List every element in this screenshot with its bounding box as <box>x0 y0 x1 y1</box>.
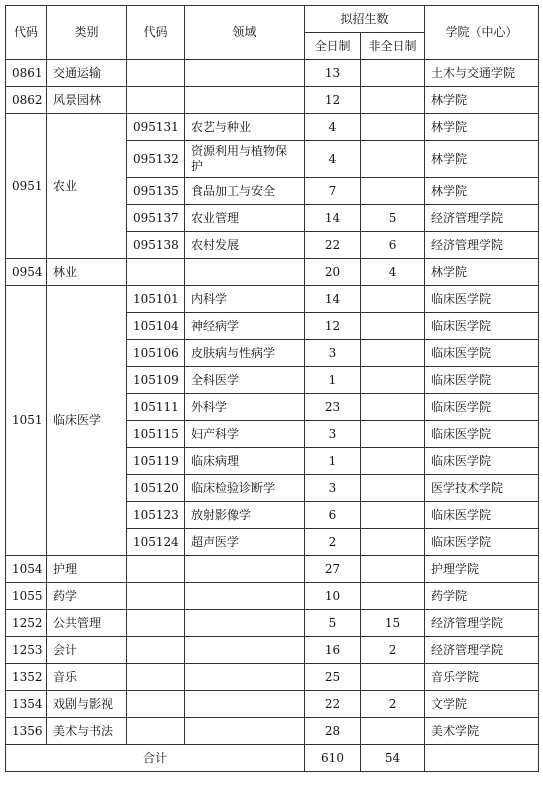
full-time-cell: 13 <box>305 60 361 87</box>
field-cell <box>185 583 305 610</box>
school-cell: 文学院 <box>425 691 539 718</box>
field-cell: 临床检验诊断学 <box>185 475 305 502</box>
field-cell: 内科学 <box>185 286 305 313</box>
school-cell: 临床医学院 <box>425 367 539 394</box>
school-cell: 护理学院 <box>425 556 539 583</box>
field-cell: 超声医学 <box>185 529 305 556</box>
table-row <box>6 60 539 87</box>
field-cell <box>185 718 305 745</box>
field-cell <box>185 556 305 583</box>
part-time-cell <box>361 556 425 583</box>
part-time-cell <box>361 141 425 178</box>
category-cell: 会计 <box>47 637 127 664</box>
category-cell: 音乐 <box>47 664 127 691</box>
code-cell: 1352 <box>6 664 47 691</box>
code-cell: 1055 <box>6 583 47 610</box>
sub-code-cell <box>127 610 185 637</box>
full-time-cell: 4 <box>305 141 361 178</box>
category-cell: 药学 <box>47 583 127 610</box>
sub-code-cell: 105111 <box>127 394 185 421</box>
field-cell <box>185 664 305 691</box>
field-cell <box>185 259 305 286</box>
field-cell: 资源利用与植物保护 <box>185 141 305 178</box>
full-time-cell: 22 <box>305 232 361 259</box>
school-cell: 临床医学院 <box>425 502 539 529</box>
code-cell: 1253 <box>6 637 47 664</box>
header-row <box>6 6 539 33</box>
field-cell: 放射影像学 <box>185 502 305 529</box>
field-cell: 临床病理 <box>185 448 305 475</box>
part-time-cell <box>361 475 425 502</box>
school-cell: 药学院 <box>425 583 539 610</box>
table-row <box>6 637 539 664</box>
header-full-time: 全日制 <box>305 33 361 60</box>
field-cell: 神经病学 <box>185 313 305 340</box>
header-part-time: 非全日制 <box>361 33 425 60</box>
full-time-cell: 3 <box>305 475 361 502</box>
part-time-cell: 15 <box>361 610 425 637</box>
header-field: 领域 <box>185 6 305 60</box>
sub-code-cell: 095137 <box>127 205 185 232</box>
full-time-cell: 12 <box>305 313 361 340</box>
code-cell: 0862 <box>6 87 47 114</box>
sub-code-cell <box>127 583 185 610</box>
code-cell: 0861 <box>6 60 47 87</box>
full-time-cell: 10 <box>305 583 361 610</box>
field-cell <box>185 691 305 718</box>
field-cell: 农村发展 <box>185 232 305 259</box>
sub-code-cell: 095131 <box>127 114 185 141</box>
category-cell: 临床医学 <box>47 286 127 556</box>
school-cell: 临床医学院 <box>425 286 539 313</box>
enrollment-table <box>5 5 539 772</box>
school-cell: 临床医学院 <box>425 448 539 475</box>
full-time-cell: 4 <box>305 114 361 141</box>
part-time-cell: 6 <box>361 232 425 259</box>
part-time-cell: 2 <box>361 691 425 718</box>
school-cell: 音乐学院 <box>425 664 539 691</box>
field-cell <box>185 637 305 664</box>
full-time-cell: 12 <box>305 87 361 114</box>
full-time-cell: 16 <box>305 637 361 664</box>
field-cell: 农艺与种业 <box>185 114 305 141</box>
full-time-cell: 28 <box>305 718 361 745</box>
full-time-cell: 5 <box>305 610 361 637</box>
field-cell: 皮肤病与性病学 <box>185 340 305 367</box>
sub-code-cell: 105106 <box>127 340 185 367</box>
code-cell: 0954 <box>6 259 47 286</box>
full-time-cell: 3 <box>305 340 361 367</box>
full-time-cell: 3 <box>305 421 361 448</box>
part-time-cell <box>361 583 425 610</box>
part-time-cell <box>361 178 425 205</box>
category-cell: 风景园林 <box>47 87 127 114</box>
sub-code-cell: 105120 <box>127 475 185 502</box>
full-time-cell: 14 <box>305 205 361 232</box>
school-cell: 临床医学院 <box>425 394 539 421</box>
sub-code-cell: 105101 <box>127 286 185 313</box>
code-cell: 1051 <box>6 286 47 556</box>
code-cell: 1054 <box>6 556 47 583</box>
full-time-cell: 1 <box>305 367 361 394</box>
code-cell: 1354 <box>6 691 47 718</box>
category-cell: 公共管理 <box>47 610 127 637</box>
header-sub-code: 代码 <box>127 6 185 60</box>
school-cell: 林学院 <box>425 259 539 286</box>
table-row <box>6 583 539 610</box>
sub-code-cell: 095132 <box>127 141 185 178</box>
category-cell: 戏剧与影视 <box>47 691 127 718</box>
table-row <box>6 114 539 141</box>
field-cell: 外科学 <box>185 394 305 421</box>
part-time-cell <box>361 529 425 556</box>
table-row <box>6 556 539 583</box>
field-cell: 农业管理 <box>185 205 305 232</box>
sub-code-cell: 095138 <box>127 232 185 259</box>
total-label: 合计 <box>6 745 305 772</box>
part-time-cell <box>361 664 425 691</box>
field-cell <box>185 87 305 114</box>
header-school: 学院（中心） <box>425 6 539 60</box>
full-time-cell: 22 <box>305 691 361 718</box>
field-cell: 全科医学 <box>185 367 305 394</box>
sub-code-cell <box>127 664 185 691</box>
total-school-cell <box>425 745 539 772</box>
sub-code-cell <box>127 556 185 583</box>
code-cell: 1356 <box>6 718 47 745</box>
full-time-cell: 7 <box>305 178 361 205</box>
total-row <box>6 745 539 772</box>
full-time-cell: 1 <box>305 448 361 475</box>
part-time-cell <box>361 340 425 367</box>
school-cell: 林学院 <box>425 178 539 205</box>
code-cell: 0951 <box>6 114 47 259</box>
header-planned: 拟招生数 <box>305 6 425 33</box>
part-time-cell <box>361 60 425 87</box>
school-cell: 临床医学院 <box>425 340 539 367</box>
sub-code-cell <box>127 637 185 664</box>
sub-code-cell <box>127 60 185 87</box>
sub-code-cell: 105109 <box>127 367 185 394</box>
sub-code-cell: 105115 <box>127 421 185 448</box>
part-time-cell <box>361 313 425 340</box>
table-row <box>6 286 539 313</box>
sub-code-cell <box>127 87 185 114</box>
sub-code-cell: 105123 <box>127 502 185 529</box>
full-time-cell: 25 <box>305 664 361 691</box>
header-code: 代码 <box>6 6 47 60</box>
table-row <box>6 259 539 286</box>
school-cell: 经济管理学院 <box>425 205 539 232</box>
school-cell: 林学院 <box>425 87 539 114</box>
full-time-cell: 20 <box>305 259 361 286</box>
total-part-time: 54 <box>361 745 425 772</box>
part-time-cell <box>361 286 425 313</box>
sub-code-cell: 105124 <box>127 529 185 556</box>
school-cell: 土木与交通学院 <box>425 60 539 87</box>
part-time-cell <box>361 502 425 529</box>
field-cell <box>185 610 305 637</box>
table-row <box>6 610 539 637</box>
full-time-cell: 23 <box>305 394 361 421</box>
field-cell <box>185 60 305 87</box>
sub-code-cell: 105104 <box>127 313 185 340</box>
school-cell: 经济管理学院 <box>425 637 539 664</box>
school-cell: 临床医学院 <box>425 421 539 448</box>
part-time-cell: 4 <box>361 259 425 286</box>
full-time-cell: 14 <box>305 286 361 313</box>
part-time-cell <box>361 718 425 745</box>
full-time-cell: 2 <box>305 529 361 556</box>
school-cell: 经济管理学院 <box>425 232 539 259</box>
part-time-cell <box>361 367 425 394</box>
sub-code-cell <box>127 259 185 286</box>
total-full-time: 610 <box>305 745 361 772</box>
school-cell: 经济管理学院 <box>425 610 539 637</box>
category-cell: 农业 <box>47 114 127 259</box>
category-cell: 护理 <box>47 556 127 583</box>
full-time-cell: 6 <box>305 502 361 529</box>
category-cell: 交通运输 <box>47 60 127 87</box>
part-time-cell <box>361 421 425 448</box>
part-time-cell <box>361 394 425 421</box>
field-cell: 妇产科学 <box>185 421 305 448</box>
table-row <box>6 664 539 691</box>
category-cell: 林业 <box>47 259 127 286</box>
sub-code-cell: 105119 <box>127 448 185 475</box>
part-time-cell <box>361 448 425 475</box>
school-cell: 医学技术学院 <box>425 475 539 502</box>
part-time-cell: 5 <box>361 205 425 232</box>
table-row <box>6 691 539 718</box>
header-category: 类别 <box>47 6 127 60</box>
code-cell: 1252 <box>6 610 47 637</box>
school-cell: 临床医学院 <box>425 529 539 556</box>
school-cell: 临床医学院 <box>425 313 539 340</box>
category-cell: 美术与书法 <box>47 718 127 745</box>
school-cell: 林学院 <box>425 114 539 141</box>
school-cell: 美术学院 <box>425 718 539 745</box>
full-time-cell: 27 <box>305 556 361 583</box>
table-row <box>6 87 539 114</box>
sub-code-cell <box>127 718 185 745</box>
field-cell: 食品加工与安全 <box>185 178 305 205</box>
part-time-cell <box>361 114 425 141</box>
sub-code-cell <box>127 691 185 718</box>
part-time-cell: 2 <box>361 637 425 664</box>
part-time-cell <box>361 87 425 114</box>
sub-code-cell: 095135 <box>127 178 185 205</box>
school-cell: 林学院 <box>425 141 539 178</box>
table-row <box>6 718 539 745</box>
